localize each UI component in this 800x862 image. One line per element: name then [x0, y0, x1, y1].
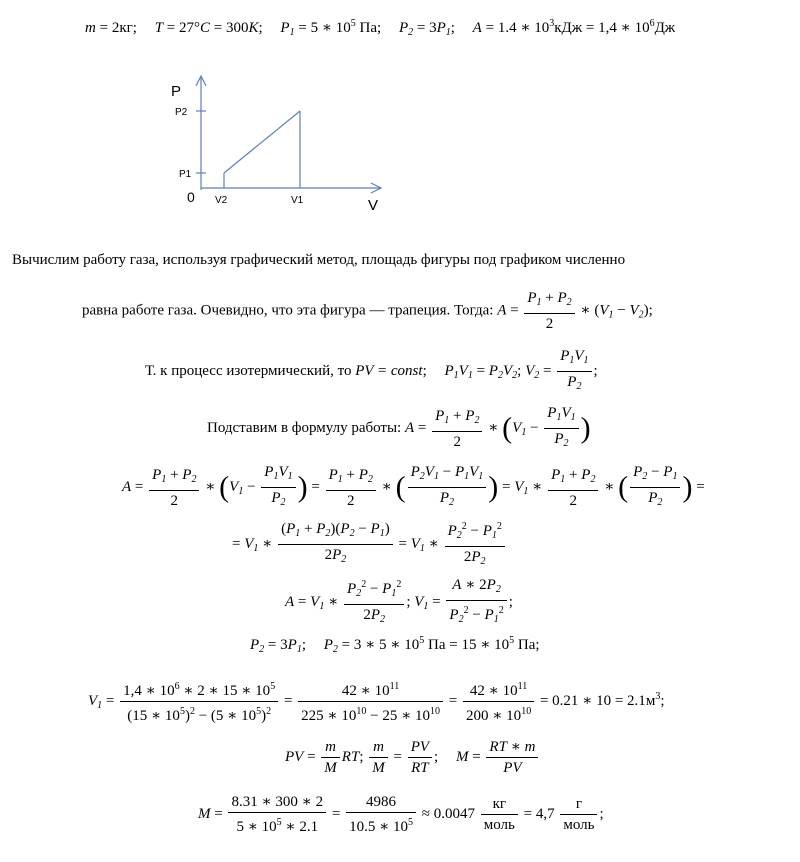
p2-value-line: $P_2 = 3P_1$; $P_2 = 3$ ∗ 5 ∗ $10^5$ Па = 15 ∗ $10^5$ Па;: [250, 635, 540, 655]
tick-label-v2: V2: [215, 195, 228, 206]
a-v1-formula-line: $A = V_1$ ∗ $\frac{P_2^2 - P_1^2}{2P_2}$ ; $V_1$ = $\frac{A ∗ 2P_2}{P_2^2 - P_1^2}$ ;: [285, 577, 513, 625]
tick-label-v1: V1: [291, 195, 304, 206]
derivation-line-2: = $V_1$ ∗ $\frac{(P_1 + P_2)(P_2 - P_1)}{2P_2}$ = $V_1$ ∗ $\frac{P_2^2 - P_1^2}{2P_2}$: [0, 517, 800, 572]
origin-label: 0: [187, 189, 195, 205]
substitute-line: Подставим в формулу работы: A = $\frac{P_1 + P_2}{2}$ ∗ ($V_1$ − $\frac{P_1V_1}{P_2}$ ): [207, 405, 591, 450]
molar-mass-line: M = $\frac{8.31 ∗ 300 ∗ 2}{5 ∗ 10^5 ∗ 2.1}$ = $\frac{4986}{10.5 ∗ 10^5}$ ≈ 0.0047 $\frac{кг}{\text{моль}}$ = 4,7 $\frac{г}{\text{моль}}$ ;: [198, 794, 604, 835]
pv-graph: [165, 70, 395, 220]
tick-label-p1: P1: [179, 169, 192, 180]
trapezoid-line: равна работе газа. Очевидно, что эта фигура — трапеция. Тогда: A = $\frac{P_1 + P_2}{2}$ ∗ $(V_1 - V_2)$;: [82, 290, 653, 332]
ideal-gas-line: PV = $\frac{m}{M}$ RT; $\frac{m}{M}$ = $\frac{PV}{RT}$ ; M = $\frac{RT ∗ m}{PV}$: [0, 737, 800, 778]
given-line: m = 2кг; T = 27°C = 300K; $P_1 = 5$ ∗ $10^5$ Па; $P_2 = 3P_1$; A = 1.4 ∗ $10^3кДж = 1,4$ ∗ $10^6Дж$: [85, 18, 676, 38]
isothermal-line: Т. к процесс изотермический, то PV = const; $P_1V_1 = P_2V_2$; $V_2$ = $\frac{P_1V_1}{P_2}$ ;: [145, 348, 598, 392]
process-line: [224, 111, 300, 173]
axis-label-p: P: [171, 83, 182, 100]
text-line-1: Вычислим работу газа, используя графический метод, площадь фигуры под графиком численно: [12, 252, 626, 268]
tick-label-p2: P2: [175, 107, 188, 118]
v1-calc-line: $V_1$ = $\frac{1,4 ∗ 10^6 ∗ 2 ∗ 15 ∗ 10^5}{(15 ∗ 10^5)^2 - (5 ∗ 10^5)^2}$ = $\frac{42 ∗ 10^{11}}{225 ∗ 10^{10} - 25 ∗ 10^{10}}$ = $\frac{42 ∗ 10^{11}}{200 ∗ 10^{10}}$ = 0.21 ∗ $10 = 2.1м^3$;: [0, 677, 800, 726]
derivation-line-1: A = $\frac{P_1 + P_2}{2}$ ∗ ($V_1$ − $\frac{P_1V_1}{P_2}$ ) = $\frac{P_1 + P_2}{2}$ ∗ ( $\frac{P_2V_1 - P_1V_1}{P_2}$ ) = $V_1$ ∗ $\frac{P_1 + P_2}{2}$ ∗ ( $\frac{P_2 - P_1}{P_2}$ ) =: [122, 464, 705, 509]
axis-label-v: V: [368, 197, 379, 214]
